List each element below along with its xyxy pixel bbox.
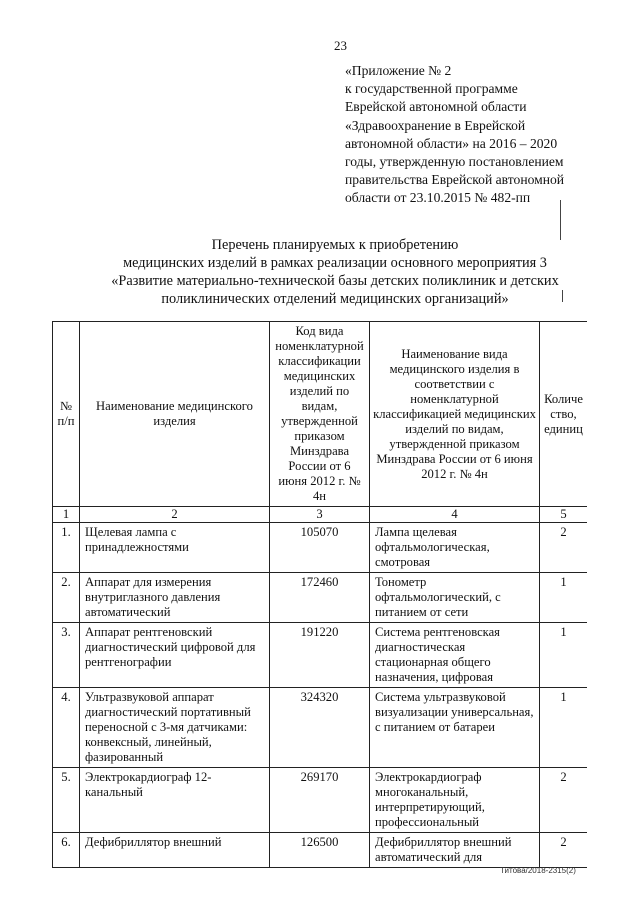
row-code: 269170 [270,768,370,833]
row-qty: 1 [540,623,588,688]
document-footer-code: Титова/2018-2315(2) [500,866,576,875]
column-number: 5 [540,507,588,523]
table-row [53,768,588,833]
row-code: 324320 [270,688,370,768]
document-title: Перечень планируемых к приобретению медицинских изделий в рамках реализации основного мероприятия 3 «Развитие материально-технической базы детских поликлиник и детских поликлинических отделений медицинских организаций» [111,237,559,307]
header-code: Код вида номенклатурной классификации медицинских изделий по видам, утвержденной приказом Минздрава России от 6 июня 2012 г. № 4н [270,322,370,507]
page-number: 23 [334,38,347,53]
row-kind: Тонометр офтальмологический, с питанием от сети [370,573,540,623]
row-num: 1. [53,523,80,573]
equipment-table-wrapper [52,321,587,906]
header-kind: Наименование вида медицинского изделия в соответствии с номенклатурной классификацией медицинских изделий по видам, утвержденной приказом Минздрава России от 6 июня 2012 г. № 4н [370,322,540,507]
row-code: 191220 [270,623,370,688]
column-number: 4 [370,507,540,523]
row-qty: 1 [540,688,588,768]
row-num: 2. [53,573,80,623]
row-num: 5. [53,768,80,833]
table-row [53,623,588,688]
header-qty: Количе ство, единиц [540,322,588,507]
column-number: 2 [80,507,270,523]
row-qty: 2 [540,833,588,868]
header-num: № п/п [53,322,80,507]
row-name: Ультразвуковой аппарат диагностический портативный переносной с 3-мя датчиками: конвексный, линейный, фазированный [80,688,270,768]
row-kind: Электрокардиограф многоканальный, интерпретирующий, профессиональный [370,768,540,833]
row-qty: 2 [540,768,588,833]
row-kind: Система рентгеновская диагностическая стационарная общего назначения, цифровая [370,623,540,688]
equipment-table [52,321,587,868]
column-number: 3 [270,507,370,523]
margin-mark [562,290,563,302]
row-num: 6. [53,833,80,868]
column-number: 1 [53,507,80,523]
row-kind: Дефибриллятор внешний автоматический для [370,833,540,868]
row-kind: Система ультразвуковой визуализации универсальная, с питанием от батареи [370,688,540,768]
header-name: Наименование медицинского изделия [80,322,270,507]
row-name: Щелевая лампа с принадлежностями [80,523,270,573]
table-header-row [53,322,588,507]
column-number-row [53,507,588,523]
row-name: Электрокардиограф 12-канальный [80,768,270,833]
row-name: Дефибриллятор внешний [80,833,270,868]
row-name: Аппарат для измерения внутриглазного давления автоматический [80,573,270,623]
row-name: Аппарат рентгеновский диагностический цифровой для рентгенографии [80,623,270,688]
row-code: 172460 [270,573,370,623]
margin-mark [560,200,561,240]
row-num: 3. [53,623,80,688]
row-kind: Лампа щелевая офтальмологическая, смотровая [370,523,540,573]
row-code: 126500 [270,833,370,868]
table-row [53,833,588,868]
appendix-header: «Приложение № 2 к государственной программе Еврейской автономной области «Здравоохранение в Еврейской автономной области» на 2016 – 2020 годы, утвержденную постановлением правительства Еврейской автономной области от 23.10.2015 № 482-пп [345,63,565,206]
row-qty: 1 [540,573,588,623]
table-row [53,573,588,623]
row-num: 4. [53,688,80,768]
table-row [53,688,588,768]
row-code: 105070 [270,523,370,573]
row-qty: 2 [540,523,588,573]
table-row [53,523,588,573]
